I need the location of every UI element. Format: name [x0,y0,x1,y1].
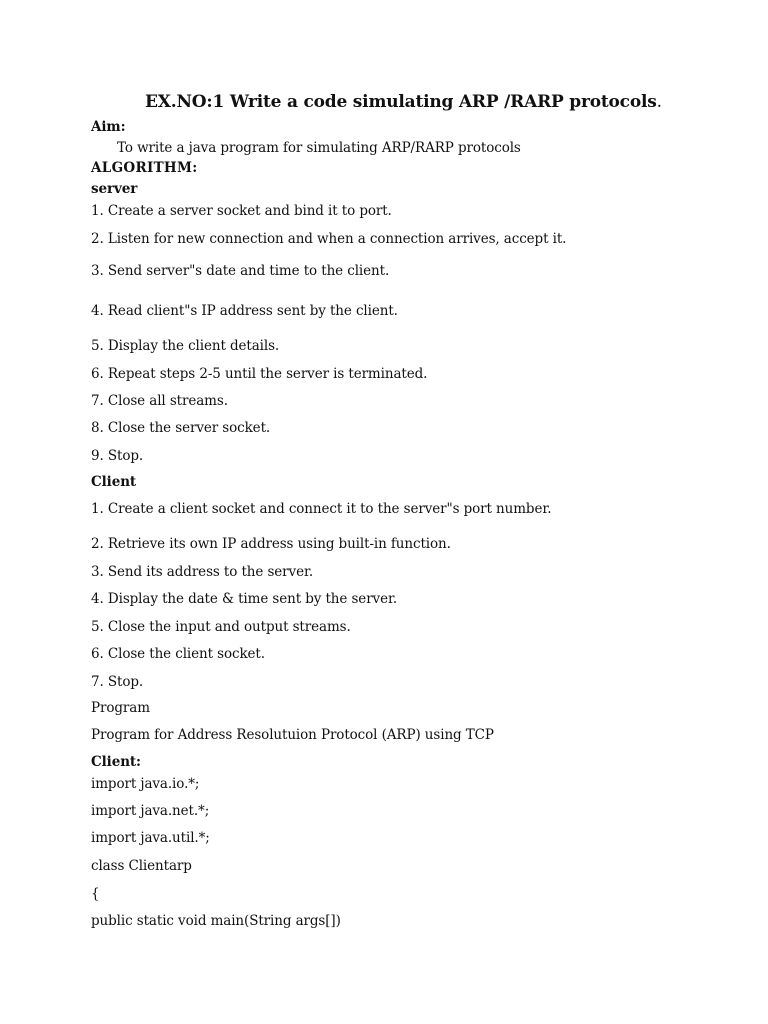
server-label: server [91,181,138,197]
code-line: import java.io.*; [91,776,200,792]
server-step: 3. Send server"s date and time to the client. [91,263,390,279]
server-step: 1. Create a server socket and bind it to port. [91,203,392,219]
client-step: 5. Close the input and output streams. [91,619,351,635]
code-line: public static void main(String args[]) [91,913,341,929]
code-client-label: Client: [91,754,141,770]
server-step: 6. Repeat steps 2-5 until the server is terminated. [91,366,428,382]
server-step: 2. Listen for new connection and when a connection arrives, accept it. [91,231,567,247]
code-line: { [91,886,100,902]
code-line: import java.net.*; [91,803,210,819]
server-step: 9. Stop. [91,448,144,464]
program-description: Program for Address Resolutuion Protocol (ARP) using TCP [91,727,494,743]
aim-label: Aim: [91,119,126,135]
client-label: Client [91,474,137,490]
program-label: Program [91,700,150,716]
client-step: 7. Stop. [91,674,144,690]
server-step: 5. Display the client details. [91,338,280,354]
code-line: import java.util.*; [91,830,210,846]
client-step: 6. Close the client socket. [91,646,265,662]
aim-text: To write a java program for simulating ARP/RARP protocols [117,140,521,156]
client-step: 4. Display the date & time sent by the server. [91,591,398,607]
server-step: 8. Close the server socket. [91,420,271,436]
algorithm-label: ALGORITHM: [91,160,198,176]
document-title: EX.NO:1 Write a code simulating ARP /RARP protocols. [145,92,662,112]
server-step: 7. Close all streams. [91,393,228,409]
server-step: 4. Read client"s IP address sent by the client. [91,303,398,319]
client-step: 2. Retrieve its own IP address using built-in function. [91,536,451,552]
client-step: 1. Create a client socket and connect it to the server"s port number. [91,501,552,517]
client-step: 3. Send its address to the server. [91,564,314,580]
code-line: class Clientarp [91,858,192,874]
